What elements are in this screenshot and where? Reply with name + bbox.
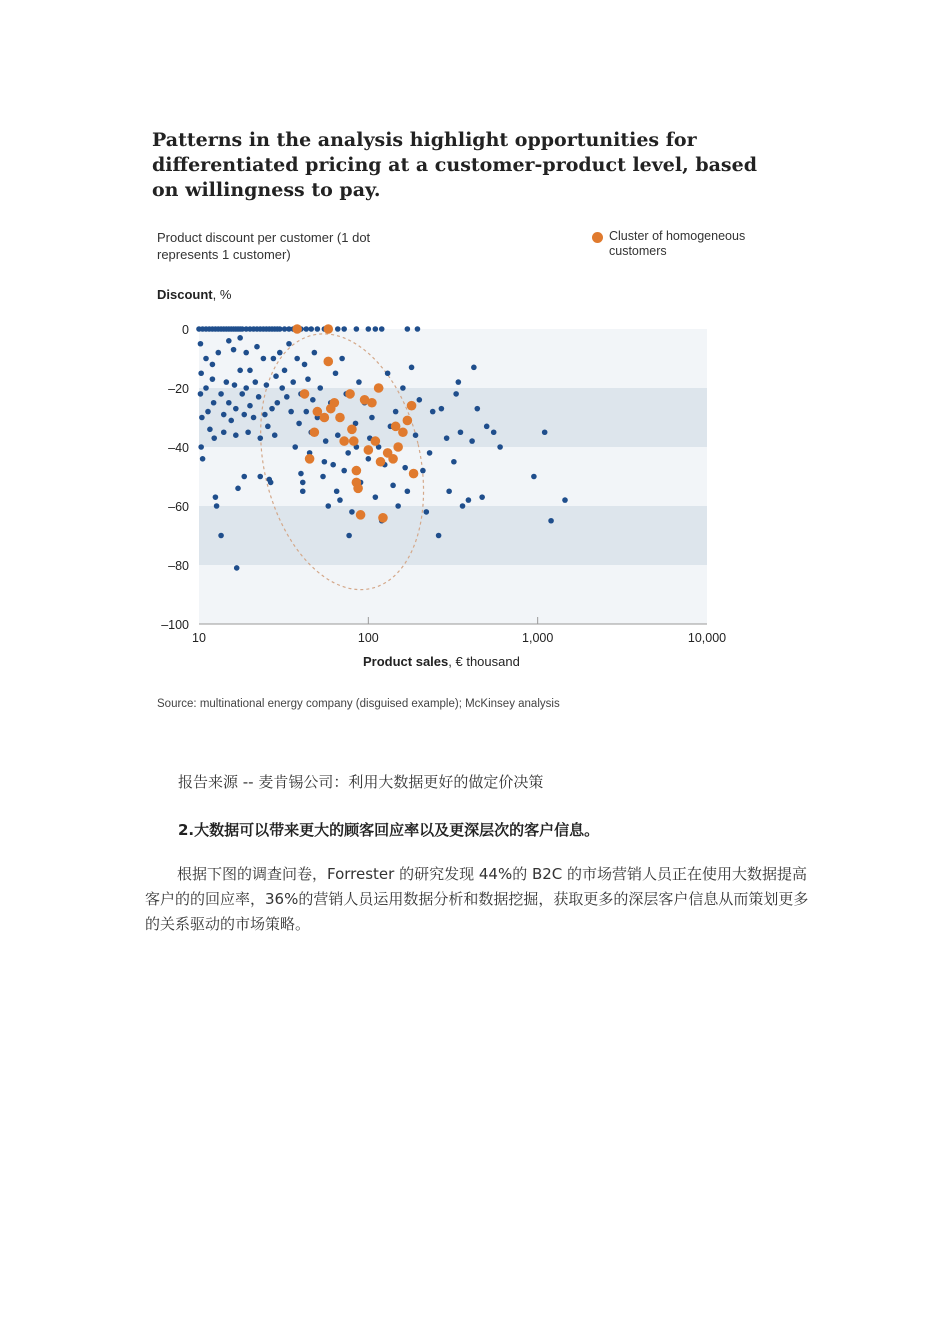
customer-dot: [296, 421, 302, 427]
customer-dot: [562, 497, 568, 503]
cluster-dot: [353, 484, 363, 494]
customer-dot: [261, 356, 267, 362]
customer-dot: [385, 370, 391, 376]
customer-dot: [292, 444, 298, 450]
customer-dot: [214, 503, 220, 509]
customer-dot: [405, 326, 411, 332]
customer-dot: [395, 503, 401, 509]
customer-dot: [379, 326, 385, 332]
cluster-dot: [292, 324, 302, 334]
customer-dot: [226, 338, 232, 344]
customer-dot: [339, 356, 345, 362]
customer-dot: [198, 391, 204, 397]
customer-dot: [310, 397, 316, 403]
customer-dot: [548, 518, 554, 524]
cluster-dot: [388, 454, 398, 464]
x-tick-label: 10,000: [687, 631, 727, 645]
cluster-dot: [378, 513, 388, 523]
customer-dot: [210, 362, 216, 368]
x-axis-label: [363, 654, 520, 669]
customer-dot: [302, 362, 308, 368]
y-tick-label: –40: [168, 441, 189, 455]
customer-dot: [262, 412, 268, 418]
customer-dot: [497, 444, 503, 450]
customer-dot: [207, 427, 213, 433]
customer-dot: [333, 370, 339, 376]
customer-dot: [335, 432, 341, 438]
customer-dot: [460, 503, 466, 509]
customer-dot: [308, 326, 314, 332]
customer-dot: [272, 432, 278, 438]
customer-dot: [213, 494, 219, 500]
customer-dot: [221, 412, 227, 418]
x-tick-label: 1,000: [522, 631, 554, 645]
customer-dot: [256, 394, 262, 400]
customer-dot: [439, 406, 445, 412]
source-note: Source: multinational energy company (disguised example); McKinsey analysis: [157, 698, 560, 710]
y-tick-label: –60: [168, 500, 189, 514]
x-tick-label: 10: [192, 631, 206, 645]
customer-dot: [268, 480, 274, 486]
customer-dot: [247, 368, 253, 374]
cluster-dot: [398, 427, 408, 437]
customer-dot: [366, 456, 372, 462]
customer-dot: [211, 400, 217, 406]
cluster-dot: [345, 389, 355, 399]
customer-dot: [312, 350, 318, 356]
customer-dot: [303, 326, 309, 332]
customer-dot: [427, 450, 433, 456]
customer-dot: [400, 385, 406, 391]
customer-dot: [269, 406, 275, 412]
cluster-dot: [407, 401, 417, 411]
customer-dot: [349, 509, 355, 515]
customer-dot: [199, 415, 205, 421]
customer-dot: [226, 400, 232, 406]
cluster-dot: [374, 383, 384, 393]
customer-dot: [210, 376, 216, 382]
customer-dot: [251, 415, 257, 421]
customer-dot: [322, 459, 328, 465]
customer-dot: [305, 376, 311, 382]
y-axis-label-unit: , %: [212, 287, 232, 302]
body-paragraph: 根据下图的调查问卷，Forrester 的研究发现 44%的 B2C 的市场营销人员正在使用大数据提高客户的的回应率，36%的营销人员运用数据分析和数据挖掘，获取更多的深层客户信息从而策划更多的关系驱动的市场策略。: [145, 865, 809, 933]
y-tick-label: –20: [168, 382, 189, 396]
cluster-dot: [409, 469, 419, 479]
customer-dot: [252, 379, 258, 385]
cluster-dot: [339, 436, 349, 446]
customer-dot: [218, 533, 224, 539]
customer-dot: [315, 326, 321, 332]
customer-dot: [341, 468, 347, 474]
y-tick-label: –80: [168, 559, 189, 573]
cluster-dot: [323, 357, 333, 367]
customer-dot: [247, 403, 253, 409]
customer-dot: [345, 450, 351, 456]
customer-dot: [228, 418, 234, 424]
legend-label: Cluster of homogeneous customers: [609, 229, 746, 258]
customer-dot: [200, 456, 206, 462]
customer-dot: [390, 483, 396, 489]
customer-dot: [264, 382, 270, 388]
customer-dot: [274, 400, 280, 406]
customer-dot: [542, 429, 548, 435]
customer-dot: [254, 344, 260, 350]
customer-dot: [221, 429, 227, 435]
customer-dot: [366, 326, 372, 332]
customer-dot: [290, 379, 296, 385]
customer-dot: [239, 391, 245, 397]
x-axis-label-main: Product sales: [363, 654, 449, 669]
customer-dot: [320, 474, 326, 480]
cluster-dot: [330, 398, 340, 408]
customer-dot: [277, 350, 283, 356]
y-axis-label-main: Discount: [157, 287, 213, 302]
customer-dot: [430, 409, 436, 415]
chart-title: Patterns in the analysis highlight opportunities for differentiated pricing at a customer-product level, based on willingness to pay.: [152, 129, 758, 201]
y-tick-label: 0: [182, 323, 189, 337]
x-axis-label-unit: , € thousand: [448, 654, 520, 669]
customer-dot: [341, 326, 347, 332]
cluster-dot: [310, 427, 320, 437]
customer-dot: [273, 373, 279, 379]
customer-dot: [218, 391, 224, 397]
customer-dot: [233, 406, 239, 412]
customer-dot: [420, 468, 426, 474]
customer-dot: [444, 435, 450, 441]
customer-dot: [469, 438, 475, 444]
cluster-dot: [371, 436, 381, 446]
x-tick-label: 100: [357, 631, 379, 645]
customer-dot: [215, 350, 221, 356]
customer-dot: [373, 326, 379, 332]
customer-dot: [479, 494, 485, 500]
customer-dot: [373, 494, 379, 500]
customer-dot: [484, 424, 490, 430]
customer-dot: [369, 415, 375, 421]
customer-dot: [330, 462, 336, 468]
cluster-dot: [376, 457, 386, 467]
plot-band: [199, 506, 707, 565]
customer-dot: [300, 488, 306, 494]
customer-dot: [245, 429, 251, 435]
customer-dot: [491, 429, 497, 435]
customer-dot: [413, 432, 419, 438]
customer-dot: [458, 429, 464, 435]
customer-dot: [205, 409, 211, 415]
customer-dot: [224, 379, 230, 385]
cluster-dot: [320, 413, 330, 423]
plot-band: [199, 388, 707, 447]
customer-dot: [257, 474, 263, 480]
customer-dot: [409, 365, 415, 371]
plot-band: [199, 447, 707, 506]
customer-dot: [288, 409, 294, 415]
customer-dot: [298, 471, 304, 477]
cluster-dot: [364, 445, 374, 455]
customer-dot: [241, 474, 247, 480]
customer-dot: [243, 350, 249, 356]
customer-dot: [203, 385, 209, 391]
cluster-dot: [300, 389, 310, 399]
customer-dot: [451, 459, 457, 465]
customer-dot: [300, 480, 306, 486]
y-tick-label: –100: [161, 618, 189, 632]
customer-dot: [325, 503, 331, 509]
customer-dot: [424, 509, 430, 515]
customer-dot: [233, 432, 239, 438]
customer-dot: [356, 379, 362, 385]
cluster-dot: [393, 442, 403, 452]
customer-dot: [235, 486, 241, 492]
customer-dot: [203, 356, 209, 362]
cluster-dot: [352, 466, 362, 476]
customer-dot: [286, 341, 292, 347]
customer-dot: [234, 565, 240, 571]
cluster-dot: [323, 324, 333, 334]
customer-dot: [405, 488, 411, 494]
plot-band: [199, 565, 707, 624]
cluster-dot: [305, 454, 315, 464]
cluster-dot: [403, 416, 413, 426]
customer-dot: [198, 341, 204, 347]
customer-dot: [243, 385, 249, 391]
report-source-caption: 报告来源 -- 麦肯锡公司：利用大数据更好的做定价决策: [178, 773, 544, 791]
customer-dot: [284, 394, 290, 400]
customer-dot: [466, 497, 472, 503]
customer-dot: [198, 444, 204, 450]
customer-dot: [198, 370, 204, 376]
customer-dot: [354, 326, 360, 332]
customer-dot: [456, 379, 462, 385]
customer-dot: [211, 435, 217, 441]
cluster-dot: [347, 425, 357, 435]
customer-dot: [257, 435, 263, 441]
customer-dot: [335, 326, 341, 332]
customer-dot: [237, 335, 243, 341]
customer-dot: [231, 347, 237, 353]
cluster-dot: [349, 436, 359, 446]
customer-dot: [294, 356, 300, 362]
customer-dot: [323, 438, 329, 444]
customer-dot: [317, 385, 323, 391]
cluster-dot: [335, 413, 345, 423]
customer-dot: [531, 474, 537, 480]
customer-dot: [393, 409, 399, 415]
chart-subtitle: Product discount per customer (1 dot represents 1 customer): [157, 230, 371, 262]
customer-dot: [334, 488, 340, 494]
customer-dot: [471, 365, 477, 371]
cluster-dot: [367, 398, 377, 408]
customer-dot: [346, 533, 352, 539]
customer-dot: [337, 497, 343, 503]
customer-dot: [271, 356, 277, 362]
customer-dot: [402, 465, 408, 471]
customer-dot: [417, 397, 423, 403]
customer-dot: [265, 424, 271, 430]
customer-dot: [436, 533, 442, 539]
customer-dot: [279, 385, 285, 391]
customer-dot: [446, 488, 452, 494]
customer-dot: [241, 412, 247, 418]
customer-dot: [453, 391, 459, 397]
section-heading: 2.大数据可以带来更大的顾客回应率以及更深层次的客户信息。: [178, 821, 600, 839]
customer-dot: [232, 382, 238, 388]
customer-dot: [474, 406, 480, 412]
cluster-dot: [356, 510, 366, 520]
customer-dot: [282, 368, 288, 374]
customer-dot: [237, 368, 243, 374]
customer-dot: [303, 409, 309, 415]
customer-dot: [415, 326, 421, 332]
